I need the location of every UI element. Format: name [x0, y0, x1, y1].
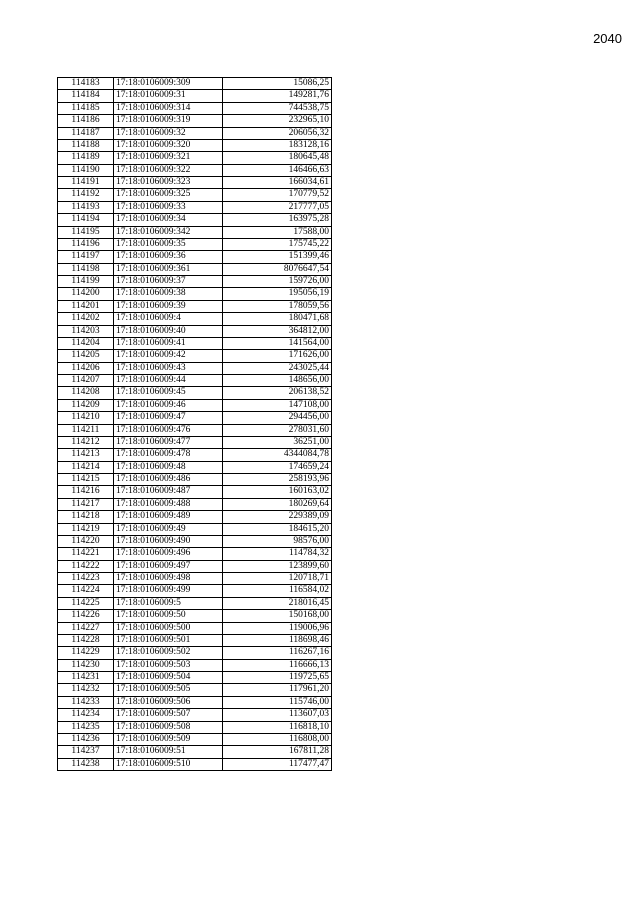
table-row [58, 300, 332, 312]
cadastral-value-cell: 217777,05 [223, 201, 332, 213]
cadastral-value-cell: 119725,65 [223, 672, 332, 684]
row-number-cell: 114235 [58, 721, 114, 733]
cadastral-number-cell: 17:18:0106009:46 [114, 399, 223, 411]
table-row [58, 375, 332, 387]
row-number-cell: 114214 [58, 461, 114, 473]
row-number-cell: 114220 [58, 535, 114, 547]
cadastral-value-cell: 8076647,54 [223, 263, 332, 275]
row-number-cell: 114231 [58, 672, 114, 684]
row-number-cell: 114185 [58, 102, 114, 114]
cadastral-number-cell: 17:18:0106009:47 [114, 412, 223, 424]
cadastral-value-cell: 206056,32 [223, 127, 332, 139]
row-number-cell: 114201 [58, 300, 114, 312]
cadastral-value-cell: 167811,28 [223, 746, 332, 758]
table-row [58, 399, 332, 411]
row-number-cell: 114187 [58, 127, 114, 139]
row-number-cell: 114222 [58, 560, 114, 572]
row-number-cell: 114238 [58, 758, 114, 770]
row-number-cell: 114225 [58, 597, 114, 609]
cadastral-value-cell: 147108,00 [223, 399, 332, 411]
row-number-cell: 114216 [58, 486, 114, 498]
row-number-cell: 114210 [58, 412, 114, 424]
table-row [58, 684, 332, 696]
cadastral-value-cell: 218016,45 [223, 597, 332, 609]
row-number-cell: 114188 [58, 139, 114, 151]
cadastral-number-cell: 17:18:0106009:504 [114, 672, 223, 684]
table-row [58, 139, 332, 151]
cadastral-value-cell: 4344084,78 [223, 449, 332, 461]
page-number: 2040 [593, 31, 622, 46]
cadastral-number-cell: 17:18:0106009:5 [114, 597, 223, 609]
table-row [58, 276, 332, 288]
row-number-cell: 114233 [58, 696, 114, 708]
row-number-cell: 114217 [58, 498, 114, 510]
cadastral-number-cell: 17:18:0106009:321 [114, 152, 223, 164]
cadastral-value-cell: 116808,00 [223, 733, 332, 745]
table-row [58, 251, 332, 263]
table-row [58, 263, 332, 275]
cadastral-value-cell: 36251,00 [223, 436, 332, 448]
cadastral-number-cell: 17:18:0106009:497 [114, 560, 223, 572]
cadastral-number-cell: 17:18:0106009:502 [114, 647, 223, 659]
row-number-cell: 114193 [58, 201, 114, 213]
cadastral-value-cell: 117477,47 [223, 758, 332, 770]
cadastral-value-cell: 146466,63 [223, 164, 332, 176]
cadastral-value-cell: 183128,16 [223, 139, 332, 151]
cadastral-number-cell: 17:18:0106009:500 [114, 622, 223, 634]
row-number-cell: 114219 [58, 523, 114, 535]
table-row [58, 238, 332, 250]
table-row [58, 474, 332, 486]
table-row [58, 201, 332, 213]
cadastral-number-cell: 17:18:0106009:508 [114, 721, 223, 733]
table-row [58, 449, 332, 461]
cadastral-value-cell: 119006,96 [223, 622, 332, 634]
cadastral-number-cell: 17:18:0106009:323 [114, 177, 223, 189]
cadastral-number-cell: 17:18:0106009:320 [114, 139, 223, 151]
cadastral-value-cell: 116818,10 [223, 721, 332, 733]
row-number-cell: 114221 [58, 548, 114, 560]
row-number-cell: 114223 [58, 573, 114, 585]
cadastral-number-cell: 17:18:0106009:44 [114, 375, 223, 387]
cadastral-number-cell: 17:18:0106009:509 [114, 733, 223, 745]
row-number-cell: 114199 [58, 276, 114, 288]
cadastral-number-cell: 17:18:0106009:40 [114, 325, 223, 337]
cadastral-value-cell: 116267,16 [223, 647, 332, 659]
cadastral-value-cell: 232965,10 [223, 115, 332, 127]
row-number-cell: 114184 [58, 90, 114, 102]
row-number-cell: 114195 [58, 226, 114, 238]
cadastral-value-cell: 174659,24 [223, 461, 332, 473]
table-row [58, 523, 332, 535]
cadastral-number-cell: 17:18:0106009:34 [114, 214, 223, 226]
cadastral-number-cell: 17:18:0106009:39 [114, 300, 223, 312]
cadastral-value-cell: 744538,75 [223, 102, 332, 114]
cadastral-value-cell: 151399,46 [223, 251, 332, 263]
row-number-cell: 114230 [58, 659, 114, 671]
cadastral-number-cell: 17:18:0106009:31 [114, 90, 223, 102]
cadastral-value-cell: 113607,03 [223, 709, 332, 721]
cadastral-value-cell: 117961,20 [223, 684, 332, 696]
row-number-cell: 114206 [58, 362, 114, 374]
cadastral-number-cell: 17:18:0106009:42 [114, 350, 223, 362]
row-number-cell: 114192 [58, 189, 114, 201]
cadastral-number-cell: 17:18:0106009:342 [114, 226, 223, 238]
table-row [58, 152, 332, 164]
table-row [58, 226, 332, 238]
cadastral-value-cell: 206138,52 [223, 387, 332, 399]
row-number-cell: 114234 [58, 709, 114, 721]
table-row [58, 548, 332, 560]
table-row [58, 610, 332, 622]
row-number-cell: 114211 [58, 424, 114, 436]
cadastral-value-table [57, 77, 332, 771]
table-row [58, 177, 332, 189]
table-row [58, 436, 332, 448]
table-row [58, 189, 332, 201]
cadastral-value-cell: 258193,96 [223, 474, 332, 486]
table-row [58, 412, 332, 424]
cadastral-value-cell: 149281,76 [223, 90, 332, 102]
cadastral-value-cell: 184615,20 [223, 523, 332, 535]
table-row [58, 696, 332, 708]
cadastral-number-cell: 17:18:0106009:49 [114, 523, 223, 535]
cadastral-number-cell: 17:18:0106009:477 [114, 436, 223, 448]
row-number-cell: 114209 [58, 399, 114, 411]
table-row [58, 486, 332, 498]
cadastral-value-cell: 195056,19 [223, 288, 332, 300]
table-row [58, 288, 332, 300]
table-row [58, 511, 332, 523]
cadastral-value-cell: 17588,00 [223, 226, 332, 238]
cadastral-value-cell: 15086,25 [223, 78, 332, 90]
cadastral-value-cell: 294456,00 [223, 412, 332, 424]
table-row [58, 535, 332, 547]
table-row [58, 164, 332, 176]
cadastral-value-cell: 171626,00 [223, 350, 332, 362]
cadastral-value-cell: 98576,00 [223, 535, 332, 547]
cadastral-value-cell: 166034,61 [223, 177, 332, 189]
row-number-cell: 114207 [58, 375, 114, 387]
row-number-cell: 114232 [58, 684, 114, 696]
row-number-cell: 114196 [58, 238, 114, 250]
table-row [58, 634, 332, 646]
row-number-cell: 114202 [58, 313, 114, 325]
row-number-cell: 114237 [58, 746, 114, 758]
row-number-cell: 114190 [58, 164, 114, 176]
cadastral-number-cell: 17:18:0106009:32 [114, 127, 223, 139]
cadastral-number-cell: 17:18:0106009:505 [114, 684, 223, 696]
cadastral-number-cell: 17:18:0106009:476 [114, 424, 223, 436]
cadastral-number-cell: 17:18:0106009:503 [114, 659, 223, 671]
cadastral-value-cell: 123899,60 [223, 560, 332, 572]
row-number-cell: 114218 [58, 511, 114, 523]
cadastral-number-cell: 17:18:0106009:489 [114, 511, 223, 523]
table-row [58, 325, 332, 337]
cadastral-number-cell: 17:18:0106009:48 [114, 461, 223, 473]
cadastral-value-cell: 160163,02 [223, 486, 332, 498]
table-row [58, 115, 332, 127]
cadastral-value-cell: 243025,44 [223, 362, 332, 374]
table-body [58, 78, 332, 771]
cadastral-number-cell: 17:18:0106009:490 [114, 535, 223, 547]
cadastral-value-cell: 229389,09 [223, 511, 332, 523]
table-row [58, 387, 332, 399]
row-number-cell: 114183 [58, 78, 114, 90]
cadastral-value-cell: 180645,48 [223, 152, 332, 164]
table-row [58, 78, 332, 90]
table-row [58, 424, 332, 436]
table-row [58, 659, 332, 671]
table-row [58, 597, 332, 609]
cadastral-number-cell: 17:18:0106009:43 [114, 362, 223, 374]
cadastral-value-cell: 170779,52 [223, 189, 332, 201]
cadastral-number-cell: 17:18:0106009:507 [114, 709, 223, 721]
table-row [58, 647, 332, 659]
row-number-cell: 114197 [58, 251, 114, 263]
table-row [58, 337, 332, 349]
cadastral-value-cell: 115746,00 [223, 696, 332, 708]
table-row [58, 573, 332, 585]
row-number-cell: 114226 [58, 610, 114, 622]
cadastral-number-cell: 17:18:0106009:486 [114, 474, 223, 486]
table-row [58, 758, 332, 770]
row-number-cell: 114208 [58, 387, 114, 399]
table-row [58, 585, 332, 597]
row-number-cell: 114229 [58, 647, 114, 659]
cadastral-number-cell: 17:18:0106009:50 [114, 610, 223, 622]
cadastral-value-cell: 116666,13 [223, 659, 332, 671]
table-row [58, 622, 332, 634]
cadastral-number-cell: 17:18:0106009:501 [114, 634, 223, 646]
row-number-cell: 114194 [58, 214, 114, 226]
row-number-cell: 114228 [58, 634, 114, 646]
cadastral-number-cell: 17:18:0106009:487 [114, 486, 223, 498]
cadastral-value-cell: 159726,00 [223, 276, 332, 288]
table-row [58, 461, 332, 473]
cadastral-number-cell: 17:18:0106009:506 [114, 696, 223, 708]
cadastral-number-cell: 17:18:0106009:478 [114, 449, 223, 461]
cadastral-value-cell: 180471,68 [223, 313, 332, 325]
table-row [58, 350, 332, 362]
cadastral-value-cell: 180269,64 [223, 498, 332, 510]
cadastral-value-cell: 114784,32 [223, 548, 332, 560]
table-row [58, 102, 332, 114]
row-number-cell: 114224 [58, 585, 114, 597]
table-row [58, 733, 332, 745]
row-number-cell: 114189 [58, 152, 114, 164]
table-row [58, 214, 332, 226]
cadastral-number-cell: 17:18:0106009:498 [114, 573, 223, 585]
row-number-cell: 114227 [58, 622, 114, 634]
cadastral-number-cell: 17:18:0106009:314 [114, 102, 223, 114]
table-row [58, 127, 332, 139]
row-number-cell: 114204 [58, 337, 114, 349]
cadastral-number-cell: 17:18:0106009:319 [114, 115, 223, 127]
cadastral-value-cell: 141564,00 [223, 337, 332, 349]
row-number-cell: 114215 [58, 474, 114, 486]
table-row [58, 721, 332, 733]
cadastral-number-cell: 17:18:0106009:4 [114, 313, 223, 325]
table-row [58, 746, 332, 758]
row-number-cell: 114200 [58, 288, 114, 300]
row-number-cell: 114203 [58, 325, 114, 337]
table-row [58, 709, 332, 721]
cadastral-number-cell: 17:18:0106009:33 [114, 201, 223, 213]
cadastral-number-cell: 17:18:0106009:499 [114, 585, 223, 597]
table-row [58, 90, 332, 102]
cadastral-number-cell: 17:18:0106009:36 [114, 251, 223, 263]
cadastral-number-cell: 17:18:0106009:361 [114, 263, 223, 275]
cadastral-value-cell: 163975,28 [223, 214, 332, 226]
cadastral-value-cell: 175745,22 [223, 238, 332, 250]
cadastral-number-cell: 17:18:0106009:510 [114, 758, 223, 770]
row-number-cell: 114212 [58, 436, 114, 448]
cadastral-number-cell: 17:18:0106009:37 [114, 276, 223, 288]
table-row [58, 672, 332, 684]
cadastral-value-cell: 364812,00 [223, 325, 332, 337]
row-number-cell: 114186 [58, 115, 114, 127]
table-row [58, 313, 332, 325]
cadastral-number-cell: 17:18:0106009:496 [114, 548, 223, 560]
cadastral-number-cell: 17:18:0106009:51 [114, 746, 223, 758]
cadastral-number-cell: 17:18:0106009:309 [114, 78, 223, 90]
table-row [58, 560, 332, 572]
cadastral-value-cell: 116584,02 [223, 585, 332, 597]
cadastral-value-cell: 278031,60 [223, 424, 332, 436]
cadastral-number-cell: 17:18:0106009:325 [114, 189, 223, 201]
row-number-cell: 114236 [58, 733, 114, 745]
cadastral-number-cell: 17:18:0106009:35 [114, 238, 223, 250]
row-number-cell: 114191 [58, 177, 114, 189]
cadastral-number-cell: 17:18:0106009:38 [114, 288, 223, 300]
row-number-cell: 114198 [58, 263, 114, 275]
cadastral-number-cell: 17:18:0106009:45 [114, 387, 223, 399]
cadastral-value-cell: 150168,00 [223, 610, 332, 622]
row-number-cell: 114205 [58, 350, 114, 362]
table-row [58, 498, 332, 510]
cadastral-value-cell: 120718,71 [223, 573, 332, 585]
table-row [58, 362, 332, 374]
cadastral-value-cell: 148656,00 [223, 375, 332, 387]
cadastral-value-cell: 178059,56 [223, 300, 332, 312]
cadastral-value-cell: 118698,46 [223, 634, 332, 646]
cadastral-number-cell: 17:18:0106009:322 [114, 164, 223, 176]
cadastral-number-cell: 17:18:0106009:41 [114, 337, 223, 349]
cadastral-number-cell: 17:18:0106009:488 [114, 498, 223, 510]
row-number-cell: 114213 [58, 449, 114, 461]
